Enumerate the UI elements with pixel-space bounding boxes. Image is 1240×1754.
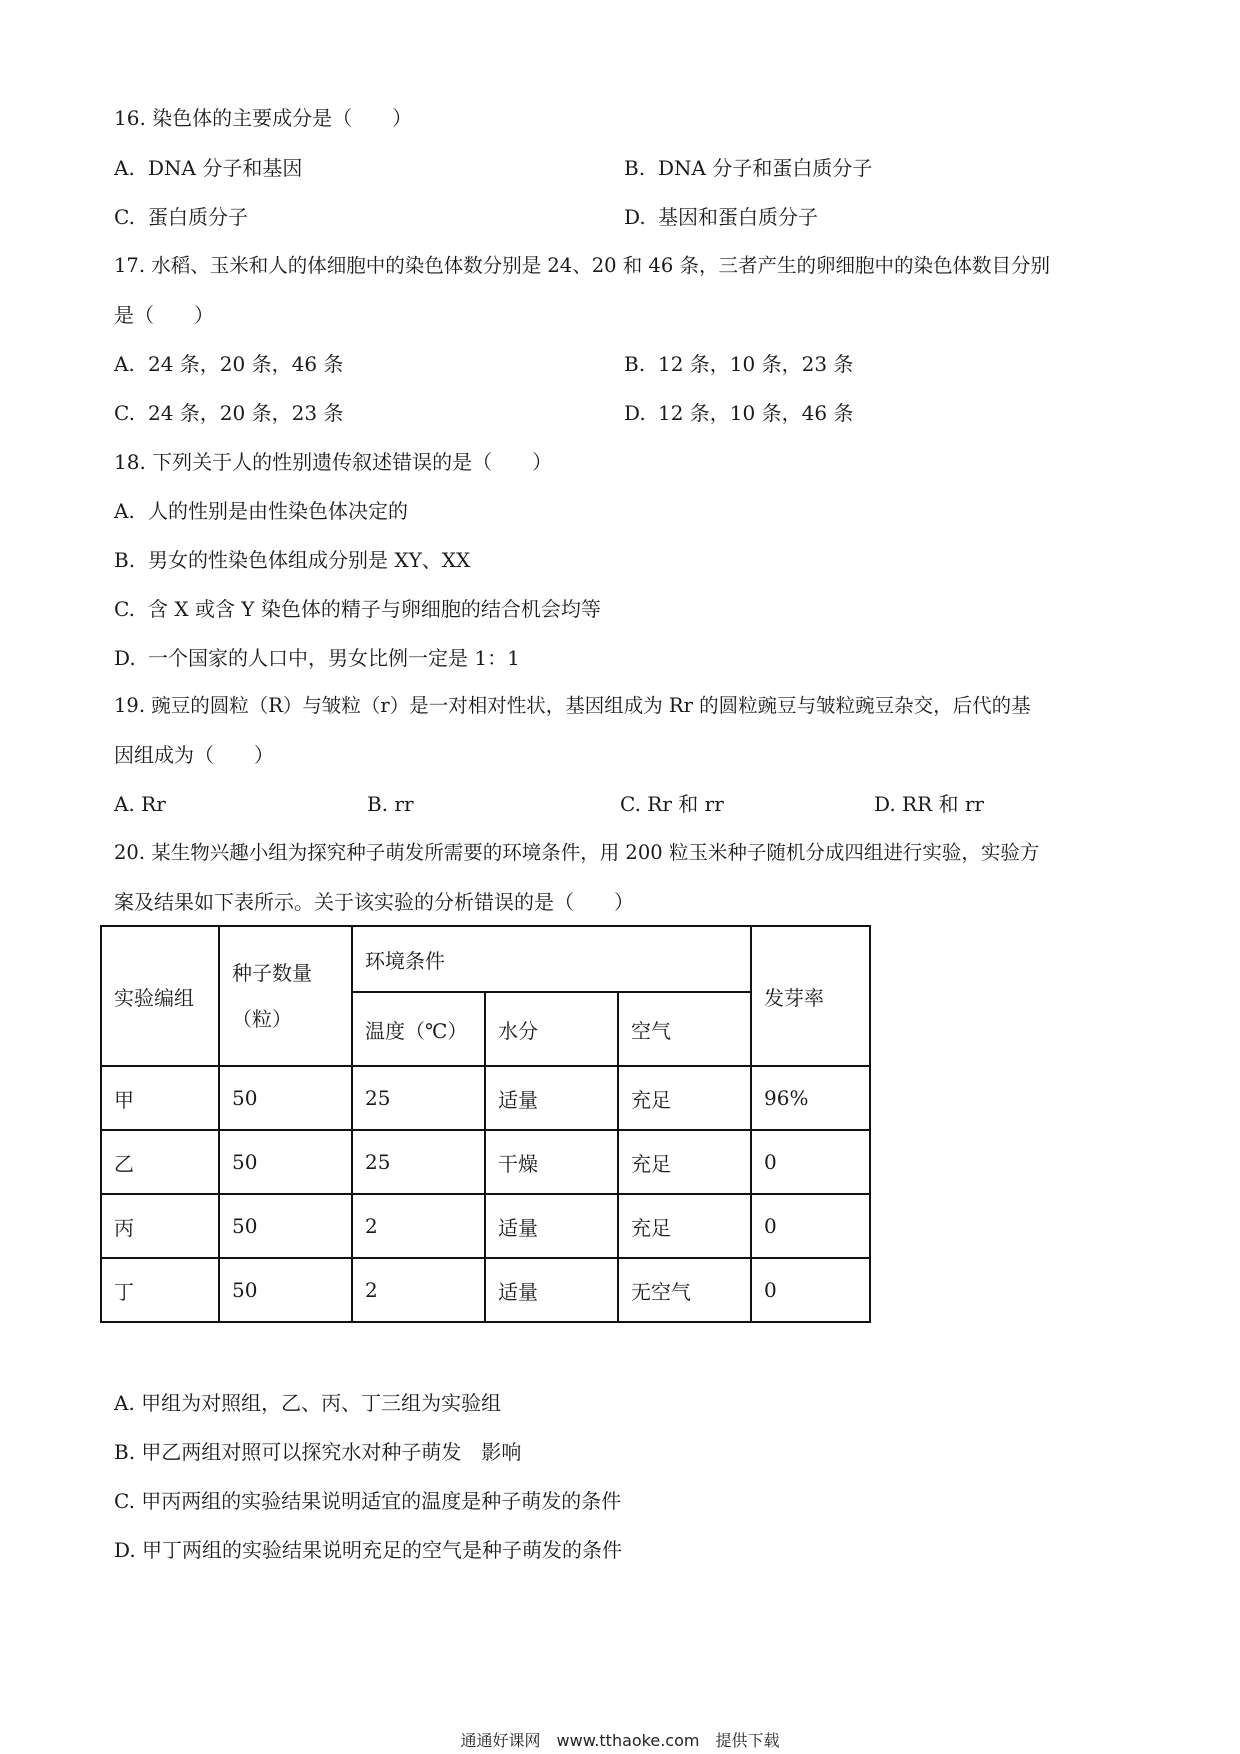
page-footer: 通通好课网 www.tthaoke.com 提供下载 [460,1731,780,1750]
header-seed-count: 种子数量 （粒） [219,926,352,1066]
q16-option-c: C. 蛋白质分子 [114,205,248,229]
cell-seeds: 50 [219,1130,352,1194]
q19-option-c: C. Rr 和 rr [620,792,724,816]
cell-group: 丁 [101,1258,219,1322]
cell-rate: 0 [751,1130,870,1194]
cell-rate: 0 [751,1258,870,1322]
cell-seeds: 50 [219,1194,352,1258]
q18-option-a: A. 人的性别是由性染色体决定的 [114,499,408,523]
q16-stem: 16. 染色体的主要成分是（ ） [114,106,413,130]
cell-rate: 96% [751,1066,870,1130]
q18-option-b: B. 男女的性染色体组成分别是 XY、XX [114,548,471,572]
q18-stem: 18. 下列关于人的性别遗传叙述错误的是（ ） [114,450,553,474]
cell-water: 适量 [485,1194,618,1258]
cell-temp: 2 [352,1258,485,1322]
q17-option-b: B. 12 条，10 条，23 条 [624,352,854,376]
q16-option-b: B. DNA 分子和蛋白质分子 [624,156,873,180]
cell-air: 充足 [618,1130,751,1194]
q18-option-d: D. 一个国家的人口中，男女比例一定是 1：1 [114,646,520,670]
q16-option-d: D. 基因和蛋白质分子 [624,205,818,229]
cell-water: 适量 [485,1258,618,1322]
q19-option-a: A. Rr [114,792,166,816]
table-row [101,1258,870,1322]
header-env-conditions: 环境条件 [352,926,751,992]
cell-water: 干燥 [485,1130,618,1194]
header-germination-rate: 发芽率 [751,926,870,1066]
table-row [101,1130,870,1194]
cell-seeds: 50 [219,1258,352,1322]
q17-stem-line1: 17. 水稻、玉米和人的体细胞中的染色体数分别是 24、20 和 46 条，三者产生的卵细胞中的染色体数目分别 [114,254,1050,277]
cell-air: 充足 [618,1066,751,1130]
cell-air: 充足 [618,1194,751,1258]
cell-group: 乙 [101,1130,219,1194]
q17-option-d: D. 12 条，10 条，46 条 [624,401,854,425]
header-air: 空气 [618,992,751,1066]
cell-group: 甲 [101,1066,219,1130]
table-row [101,1066,870,1130]
cell-temp: 2 [352,1194,485,1258]
q20-option-a: A. 甲组为对照组，乙、丙、丁三组为实验组 [114,1391,502,1415]
q20-stem-line1: 20. 某生物兴趣小组为探究种子萌发所需要的环境条件，用 200 粒玉米种子随机分成四组进行实验，实验方 [114,841,1040,864]
q17-option-c: C. 24 条，20 条，23 条 [114,401,344,425]
q18-option-c: C. 含 X 或含 Y 染色体的精子与卵细胞的结合机会均等 [114,597,601,621]
q17-option-a: A. 24 条，20 条，46 条 [114,352,344,376]
q20-option-b: B. 甲乙两组对照可以探究水对种子萌发 影响 [114,1440,522,1464]
q20-stem-line2: 案及结果如下表所示。关于该实验的分析错误的是（ ） [114,890,634,914]
q16-option-a: A. DNA 分子和基因 [114,156,303,180]
q17-stem-line2: 是（ ） [114,303,214,327]
cell-temp: 25 [352,1066,485,1130]
cell-group: 丙 [101,1194,219,1258]
cell-seeds: 50 [219,1066,352,1130]
q20-option-d: D. 甲丁两组的实验结果说明充足的空气是种子萌发的条件 [114,1538,623,1562]
q19-stem-line2: 因组成为（ ） [114,743,274,767]
cell-rate: 0 [751,1194,870,1258]
header-water: 水分 [485,992,618,1066]
q19-option-b: B. rr [367,792,414,816]
cell-water: 适量 [485,1066,618,1130]
experiment-table [100,925,871,1323]
header-group: 实验编组 [101,926,219,1066]
table-row [101,1194,870,1258]
q20-option-c: C. 甲丙两组的实验结果说明适宜的温度是种子萌发的条件 [114,1489,622,1513]
q19-option-d: D. RR 和 rr [874,792,984,816]
cell-air: 无空气 [618,1258,751,1322]
q19-stem-line1: 19. 豌豆的圆粒（R）与皱粒（r）是一对相对性状，基因组成为 Rr 的圆粒豌豆与皱粒豌豆杂交，后代的基 [114,694,1031,717]
cell-temp: 25 [352,1130,485,1194]
header-temperature: 温度（℃） [352,992,485,1066]
